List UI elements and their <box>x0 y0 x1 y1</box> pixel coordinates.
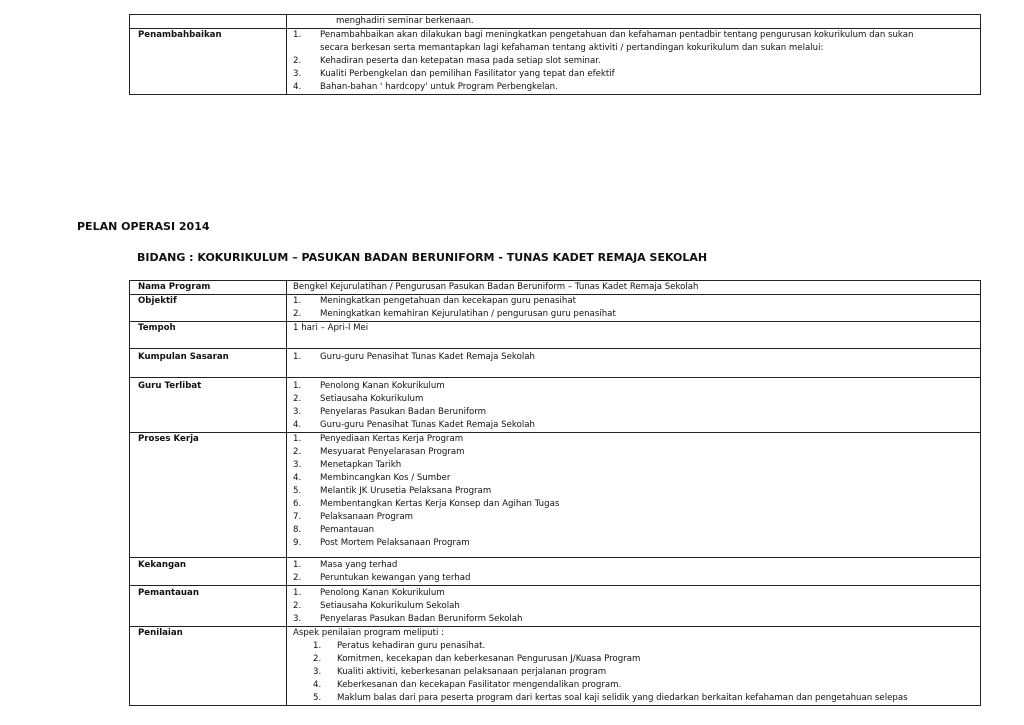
table-row <box>130 558 981 586</box>
list-item: 2. Kehadiran peserta dan ketepatan masa pada setiap slot seminar. <box>293 56 601 66</box>
value-cell <box>287 29 981 95</box>
list-item: 1. Guru-guru Penasihat Tunas Kadet Remaja Sekolah <box>293 352 535 362</box>
value-cell <box>287 281 981 295</box>
value-cell <box>287 558 981 586</box>
table-row <box>130 433 981 558</box>
list-item: 1. Penyediaan Kertas Kerja Program <box>293 434 464 444</box>
row-label-pemantauan: Pemantauan <box>130 586 287 627</box>
list-item: 3. Kualiti Perbengkelan dan pemilihan Fasilitator yang tepat dan efektif <box>293 69 615 79</box>
list-item: 1. Peratus kehadiran guru penasihat. <box>313 641 486 651</box>
value-cell <box>287 295 981 322</box>
list-item: 1. Meningkatkan pengetahuan dan kecekapan guru penasihat <box>293 296 576 306</box>
list-item: 2. Komitmen, kecekapan dan keberkesanan Pengurusan J/Kuasa Program <box>313 654 641 664</box>
table-row <box>130 378 981 433</box>
value-cell <box>287 349 981 378</box>
previous-plan-table <box>129 14 981 95</box>
value-cell <box>287 378 981 433</box>
table-row <box>130 322 981 349</box>
table-row <box>130 281 981 295</box>
list-item: 5. Melantik JK Urusetia Pelaksana Program <box>293 486 492 496</box>
value-cell <box>287 15 981 29</box>
row-label-kekangan: Kekangan <box>130 558 287 586</box>
table-row <box>130 15 981 29</box>
value-cell <box>287 586 981 627</box>
list-item: 1. Penolong Kanan Kokurikulum <box>293 588 445 598</box>
row-label-nama-program: Nama Program <box>130 281 287 295</box>
row-label-tempoh: Tempoh <box>130 322 287 349</box>
list-item: 3. Penyelaras Pasukan Badan Beruniform <box>293 407 486 417</box>
list-item: 9. Post Mortem Pelaksanaan Program <box>293 538 470 548</box>
list-item: 7. Pelaksanaan Program <box>293 512 413 522</box>
program-name: Bengkel Kejurulatihan / Pengurusan Pasukan Badan Beruniform – Tunas Kadet Remaja Sekolah <box>293 282 699 292</box>
continued-text: menghadiri seminar berkenaan. <box>336 16 474 26</box>
table-row <box>130 29 981 95</box>
evaluation-intro: Aspek penilaian program meliputi : <box>293 628 445 638</box>
page-title: PELAN OPERASI 2014 <box>77 220 210 233</box>
table-row <box>130 586 981 627</box>
list-item: 4. Guru-guru Penasihat Tunas Kadet Remaja Sekolah <box>293 420 535 430</box>
table-row <box>130 295 981 322</box>
row-label-penambahbaikan: Penambahbaikan <box>130 29 287 95</box>
row-label-penilaian: Penilaian <box>130 627 287 706</box>
list-item: 2. Meningkatkan kemahiran Kejurulatihan / pengurusan guru penasihat <box>293 309 616 319</box>
list-item: 2. Mesyuarat Penyelarasan Program <box>293 447 465 457</box>
list-item: 8. Pemantauan <box>293 525 375 535</box>
table-row <box>130 349 981 378</box>
value-cell <box>287 433 981 558</box>
list-item: 5. Maklum balas dari para peserta program dari kertas soal kaji selidik yang diedarkan berkaitan kefahaman dan pengetahuan selepas <box>313 693 908 703</box>
list-item: 2. Peruntukan kewangan yang terhad <box>293 573 471 583</box>
row-label-kumpulan-sasaran: Kumpulan Sasaran <box>130 349 287 378</box>
list-item: 2. Setiausaha Kokurikulum Sekolah <box>293 601 460 611</box>
list-item: 4. Membincangkan Kos / Sumber <box>293 473 451 483</box>
list-item: 1. Penolong Kanan Kokurikulum <box>293 381 445 391</box>
list-item: 6. Membentangkan Kertas Kerja Konsep dan Agihan Tugas <box>293 499 560 509</box>
list-item: 3. Penyelaras Pasukan Badan Beruniform Sekolah <box>293 614 523 624</box>
list-item: 2. Setiausaha Kokurikulum <box>293 394 424 404</box>
row-label-guru-terlibat: Guru Terlibat <box>130 378 287 433</box>
list-item: 3. Menetapkan Tarikh <box>293 460 402 470</box>
value-cell <box>287 322 981 349</box>
list-item: 4. Keberkesanan dan kecekapan Fasilitator mengendalikan program. <box>313 680 622 690</box>
row-label-proses-kerja: Proses Kerja <box>130 433 287 558</box>
row-label-objektif: Objektif <box>130 295 287 322</box>
list-item-continuation: secara berkesan serta memantapkan lagi kefahaman tentang aktiviti / pertandingan kokurikulum dan sukan melalui: <box>320 43 824 53</box>
list-item: 1. Masa yang terhad <box>293 560 398 570</box>
value-cell <box>287 627 981 706</box>
empty-label-cell <box>130 15 287 29</box>
list-item: 4. Bahan-bahan ' hardcopy' untuk Program Perbengkelan. <box>293 82 558 92</box>
duration-value: 1 hari – Apri-l Mei <box>293 323 369 333</box>
list-item: 3. Kualiti aktiviti, keberkesanan pelaksanaan perjalanan program <box>313 667 607 677</box>
plan-table <box>129 280 981 706</box>
section-heading: BIDANG : KOKURIKULUM – PASUKAN BADAN BERUNIFORM - TUNAS KADET REMAJA SEKOLAH <box>137 251 708 264</box>
table-row <box>130 627 981 706</box>
list-item: 1. Penambahbaikan akan dilakukan bagi meningkatkan pengetahuan dan kefahaman pentadbir tentang pengurusan kokurikulum dan sukan <box>293 30 914 40</box>
